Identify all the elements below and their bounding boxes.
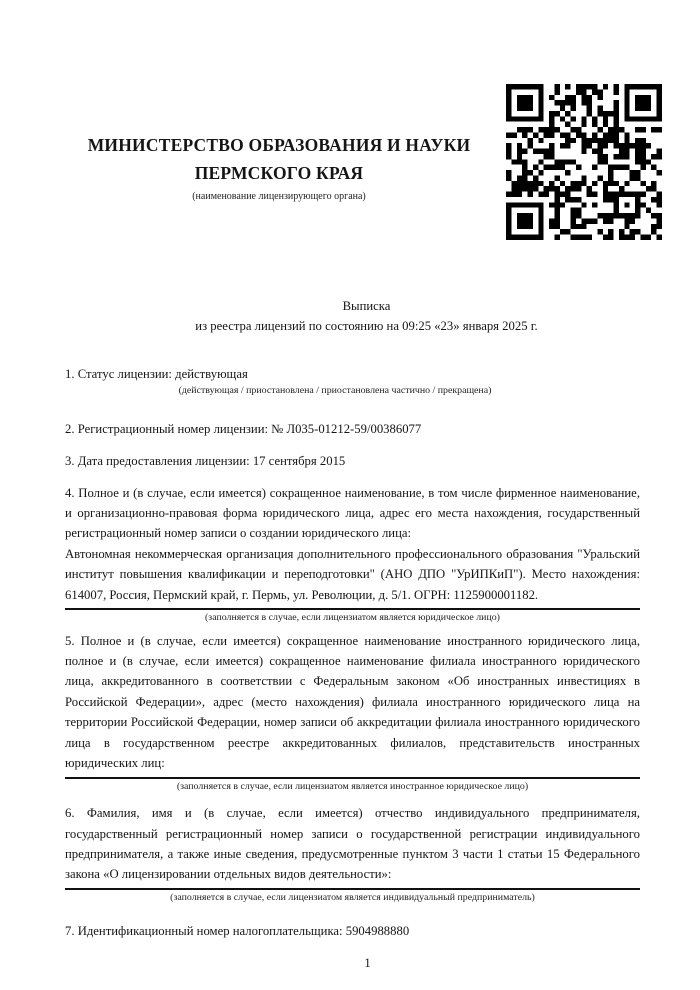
document-title <box>65 296 640 337</box>
item-5-foreign-entity <box>65 631 640 793</box>
legal-entity-caption: (заполняется в случае, если лицензиатом является юридическое лицо) <box>205 612 500 624</box>
foreign-entity-label: 5. Полное и (в случае, если имеется) сокращенное наименование иностранного юридического лица, полное и (в случае, если имеется) сокращенное наименование филиала иностранного юридического лица, аккредитованного в соответствии с Федеральным законом «Об иностранных инвестициях в Российской Федерации», адрес (место нахождения) филиала иностранного юридического лица на территории Российской Федерации, номер записи об аккредитации филиала иностранного юридического лица в государственном реестре аккредитованных филиалов, представительств иностранных юридических лиц: <box>65 633 640 771</box>
ministry-name-line2: ПЕРМСКОГО КРАЯ <box>194 163 364 183</box>
item-3-grant-date: 3. Дата предоставления лицензии: 17 сентября 2015 <box>65 454 346 469</box>
qr-code-icon <box>506 84 662 240</box>
license-status-text: 1. Статус лицензии: действующая <box>65 366 248 381</box>
document-header <box>0 0 700 296</box>
qr-code-container <box>506 84 662 240</box>
legal-entity-label: 4. Полное и (в случае, если имеется) сокращенное наименование, в том числе фирменное наименование, и организационно-правовая форма юридического лица, адрес его места нахождения, государственный регистрационный номер записи о создании юридического лица: <box>65 485 640 541</box>
item-7-taxpayer-id: 7. Идентификационный номер налогоплательщика: 5904988880 <box>65 924 410 939</box>
item-6-individual-entrepreneur <box>65 803 640 904</box>
page-number: 1 <box>364 955 371 970</box>
legal-entity-value: Автономная некоммерческая организация дополнительного профессионального образования "Уральский институт повышения квалификации и переподготовки" (АНО ДПО "УрИПКиП"). Место нахождения: 614007, Россия, Пермский край, г. Пермь, ул. Революции, д. 5/1. ОГРН: 1125900001182. <box>65 546 640 602</box>
title-line1: Выписка <box>342 299 391 313</box>
individual-caption: (заполняется в случае, если лицензиатом является индивидуальный предприниматель) <box>170 891 535 903</box>
license-status-caption: (действующая / приостановлена / приостановлена частично / прекращена) <box>178 385 492 397</box>
foreign-entity-caption: (заполняется в случае, если лицензиатом является иностранное юридическое лицо) <box>176 780 529 792</box>
item-2-registration-number: 2. Регистрационный номер лицензии: № Л035-01212-59/00386077 <box>65 421 422 436</box>
individual-label: 6. Фамилия, имя и (в случае, если имеется) отчество индивидуального предпринимателя, государственный регистрационный номер записи о государственной регистрации индивидуального предпринимателя, а также иные сведения, предусмотренные пунктом 3 части 1 статьи 15 Федерального закона «О лицензировании отдельных видов деятельности»: <box>65 806 640 882</box>
fill-line <box>65 888 640 890</box>
fill-line <box>65 777 640 779</box>
document-body <box>65 296 640 973</box>
title-line2: из реестра лицензий по состоянию на 09:25 «23» января 2025 г. <box>195 319 538 334</box>
item-4-legal-entity <box>65 483 640 625</box>
ministry-caption: (наименование лицензирующего органа) <box>192 191 366 202</box>
licensing-authority <box>40 131 518 203</box>
ministry-name-line1: МИНИСТЕРСТВО ОБРАЗОВАНИЯ И НАУКИ <box>87 135 471 155</box>
item-1-license-status <box>65 364 640 398</box>
fill-line <box>65 608 640 610</box>
